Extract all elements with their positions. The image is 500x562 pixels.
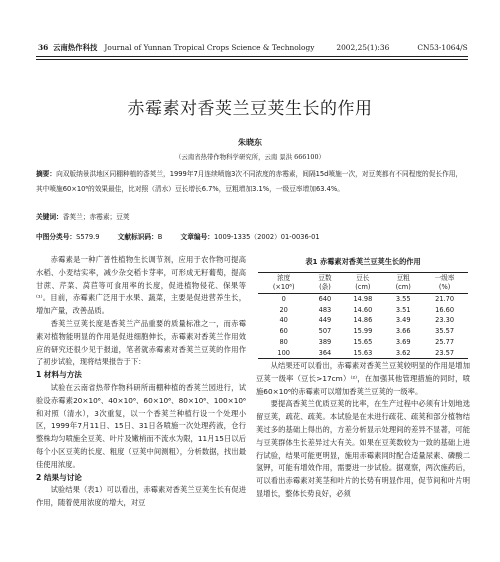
abstract-text: 向双版纳景洪地区同棚种植的香荚兰，1999年7月连续喷施3次不同浓度的赤霉素，间隔15d喷施一次，对豆荚都有不同程度的促长作用，其中喷施60×10⁶的效果最佳，比对照（清水）豆长增长6.7%，豆粗增加3.1%，一级豆率增加63.4%。 bbox=[36, 170, 463, 193]
clc-label: 中图分类号： bbox=[36, 233, 77, 241]
id-label: 文章编号： bbox=[180, 233, 214, 241]
header-rule-thick bbox=[36, 56, 468, 57]
paragraph: 要提高香荚兰优质豆荚的比率，在生产过程中必须有计划地选留豆荚，疏花、疏荚。本试验是在未进行疏花、疏荚和部分植物结荚过多的基础上得出的，方差分析显示处理间的差异不显著，可能与豆荚群体生长差异过大有关。如果在豆荚数较为一致的基础上进行试验，结果可能更明显，施用赤霉素同时配合适量尿素、磷酸二氢钾，可能有增效作用，需要进一步试验。据观察，两次施药后，可以看出赤霉素对荚茎和叶片的长势有明显作用，促节间和叶片明显增长，整体长势良好，必须 bbox=[256, 399, 470, 498]
paragraph: 赤霉素是一种广普性植物生长调节剂，应用于农作物可提高水稻、小麦结实率，减少杂交稻卡芽率，可形成无籽葡萄，提高甘蔗、芹菜、莴苣等可食用率的长度，促进植物侵花、保果等⁽¹⁾。目前，赤霉素广泛用于水果、蔬菜，主要是促进营养生长，增加产量，改善品质。 bbox=[36, 255, 246, 316]
paragraph: 从结果还可以看出，赤霉素对香荚兰豆荚较明显的作用是增加豆荚一级率（豆长>17cm）⁽²⁾，在加强其他管理措施的同时，喷施60×10⁶的赤霉素可以增加香荚兰豆荚的一级率。 bbox=[256, 361, 470, 396]
column-header: 豆数 (条) bbox=[309, 273, 340, 294]
section-heading: 2 结果与讨论 bbox=[36, 472, 82, 482]
keywords bbox=[36, 211, 466, 223]
affiliation: （云南省热带作物科学研究所，云南 景洪 666100） bbox=[175, 153, 325, 161]
table-row: 40 449 14.86 3.49 23.30 bbox=[279, 316, 455, 325]
issue-info: 2002,25(1):36 bbox=[336, 43, 390, 52]
results-table bbox=[258, 272, 468, 359]
running-header bbox=[38, 42, 466, 53]
doc-code: B bbox=[157, 233, 163, 241]
author: 朱晓东 bbox=[238, 137, 262, 147]
page-number: 36 bbox=[38, 43, 49, 52]
column-header: 豆长 (cm) bbox=[341, 273, 386, 294]
cn-code: CN53-1064/S bbox=[417, 43, 468, 52]
journal-name-en: Journal of Yunnan Tropical Crops Science & Technology bbox=[104, 43, 315, 52]
table-row: 60 507 15.99 3.66 35.57 bbox=[279, 327, 455, 336]
abstract-label: 摘要： bbox=[36, 170, 57, 178]
table-row: 80 389 15.65 3.69 25.77 bbox=[279, 337, 455, 346]
clc-code: S579.9 bbox=[76, 233, 100, 241]
column-header: 浓度 (×10⁶) bbox=[258, 273, 309, 294]
right-column bbox=[256, 360, 470, 501]
article-id: 1009-1335（2002）01-0036-01 bbox=[213, 233, 320, 241]
table-row: 100 364 15.63 3.62 23.57 bbox=[258, 348, 468, 359]
header-rule-thin bbox=[36, 59, 468, 60]
paragraph: 香荚兰豆荚长度是香荚兰产品重要的质量标准之一，而赤霉素对植物能明显的作用是促进细胞伸长，赤霉素对香荚兰作用效应的研究还很少见于报道，笔者就赤霉素对香荚兰豆荚的作用作了初步试验，现将结果报告于下： bbox=[36, 318, 246, 367]
column-header: 一级率 (%) bbox=[421, 273, 468, 294]
section-heading: 1 材料与方法 bbox=[36, 370, 82, 380]
table-header-row bbox=[258, 273, 468, 294]
doc-label: 文献标识码： bbox=[117, 233, 158, 241]
article-title: 赤霉素对香荚兰豆荚生长的作用 bbox=[127, 99, 373, 119]
table-row: 0 640 14.98 3.55 21.70 bbox=[281, 295, 455, 303]
paragraph: 试验在云南省热带作物科研所南棚种植的香荚兰园进行，试验设赤霉素20×10⁶、40×10⁶、60×10⁶、80×10⁶、100×10⁶和对照（清水），3次重复，以一个香荚兰种植行设一个处理小区，1999年7月11日、15日、31日各喷施一次处理药液，仓行整株均匀喷施全豆荚、叶片及嫩梢而不流水为限，11月15日以后每个小区豆荚的长度、粗度（豆荚中间测粗），分析数据，找出最佳使用浓度。 bbox=[36, 382, 246, 469]
keywords-label: 关键词： bbox=[36, 213, 63, 221]
paragraph: 试验结果（表1）可以看出，赤霉素对香荚兰豆荚生长有促进作用，随着使用浓度的增大，对豆 bbox=[36, 485, 246, 508]
left-column bbox=[36, 254, 246, 510]
abstract bbox=[36, 167, 466, 196]
table-caption: 表1 赤霉素对香荚兰豆荚生长的作用 bbox=[305, 257, 421, 266]
journal-name-cn: 云南热作科技 bbox=[53, 43, 98, 52]
keywords-text: 香荚兰；赤霉素；豆荚 bbox=[62, 213, 130, 221]
table-row: 20 483 14.60 3.51 16.60 bbox=[279, 305, 455, 314]
column-header: 豆粗 (cm) bbox=[385, 273, 421, 294]
classification-line bbox=[36, 231, 466, 241]
